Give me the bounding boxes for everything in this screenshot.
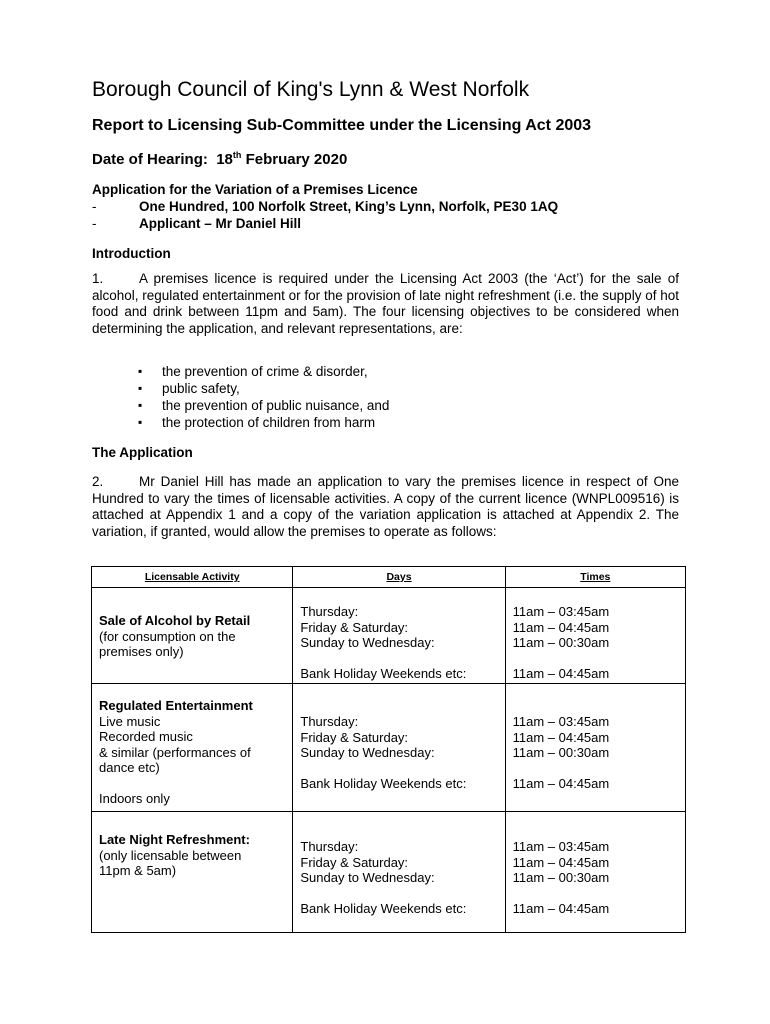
hearing-day-suffix: th (232, 150, 242, 160)
dash: - (92, 199, 97, 214)
day-entry: Thursday: (300, 839, 359, 854)
time-entry: 11am – 00:30am (512, 635, 610, 650)
application-title: Application for the Variation of a Premises Licence (92, 182, 418, 197)
day-entry: Friday & Saturday: (300, 854, 409, 870)
list-item: ▪ the prevention of public nuisance, and (138, 397, 389, 414)
application-paragraph (92, 474, 679, 540)
time-entry: 11am – 04:45am (512, 776, 610, 791)
times-cell (505, 684, 685, 812)
activity-detail: premises only) (99, 644, 184, 659)
table-row (92, 812, 686, 933)
objectives-list (138, 363, 389, 431)
council-name: Borough Council of King's Lynn & West Norfolk (92, 78, 530, 101)
list-item: ▪ the protection of children from harm (138, 414, 389, 431)
paragraph-text: Mr Daniel Hill has made an application to vary the premises licence in respect of One Hundred to vary the times of licensable activities. A copy of the current licence (WNPL009516) is attached at Appendix 1 and a copy of the variation application is attached at Appendix 2. The variation, if granted, would allow the premises to operate as follows: (92, 474, 679, 539)
activity-detail: (for consumption on the (99, 628, 236, 644)
times-cell (505, 588, 685, 684)
activity-title: Sale of Alcohol by Retail (99, 613, 251, 628)
day-entry: Sunday to Wednesday: (300, 745, 435, 760)
day-entry: Bank Holiday Weekends etc: (300, 666, 467, 681)
activity-note: Indoors only (99, 791, 170, 806)
column-header-times: Times (505, 567, 685, 588)
activity-detail: (only licensable between (99, 847, 242, 863)
activity-cell (92, 812, 293, 933)
time-entry: 11am – 03:45am (512, 714, 610, 729)
day-entry: Friday & Saturday: (300, 729, 409, 745)
activity-detail: Live music (99, 713, 161, 729)
activity-detail: 11pm & 5am) (99, 863, 177, 878)
introduction-heading: Introduction (92, 246, 171, 261)
days-cell (293, 812, 505, 933)
applicant-name: Applicant – Mr Daniel Hill (139, 216, 302, 231)
time-entry: 11am – 04:45am (512, 901, 610, 916)
activity-detail: dance etc) (99, 760, 160, 775)
times-cell (505, 812, 685, 933)
paragraph-number: 1. (92, 271, 104, 286)
time-entry: 11am – 03:45am (512, 604, 610, 619)
activity-detail: Recorded music (99, 729, 193, 744)
day-entry: Sunday to Wednesday: (300, 870, 435, 885)
day-entry: Bank Holiday Weekends etc: (300, 776, 467, 791)
activity-title: Late Night Refreshment: (99, 832, 250, 847)
list-item: ▪ public safety, (138, 380, 389, 397)
application-heading: The Application (92, 445, 193, 460)
hearing-label: Date of Hearing: (92, 151, 208, 168)
day-entry: Thursday: (300, 604, 359, 619)
introduction-paragraph (92, 271, 679, 337)
time-entry: 11am – 00:30am (512, 745, 610, 760)
day-entry: Bank Holiday Weekends etc: (300, 901, 467, 916)
table-row (92, 684, 686, 812)
time-entry: 11am – 04:45am (512, 854, 610, 870)
time-entry: 11am – 04:45am (512, 666, 610, 681)
list-item: ▪ the prevention of crime & disorder, (138, 363, 389, 380)
table-header-row (92, 567, 686, 588)
days-cell (293, 588, 505, 684)
application-premises (92, 199, 558, 214)
hearing-day: 18 (216, 151, 233, 168)
licensable-activities-table (91, 566, 686, 933)
activity-detail: & similar (performances of (99, 744, 251, 760)
day-entry: Sunday to Wednesday: (300, 635, 435, 650)
time-entry: 11am – 03:45am (512, 839, 610, 854)
activity-title: Regulated Entertainment (99, 698, 253, 713)
day-entry: Friday & Saturday: (300, 619, 409, 635)
hearing-month-year: February 2020 (245, 151, 348, 168)
activity-cell (92, 684, 293, 812)
days-cell (293, 684, 505, 812)
hearing-date (92, 150, 347, 168)
day-entry: Thursday: (300, 714, 359, 729)
time-entry: 11am – 04:45am (512, 729, 610, 745)
time-entry: 11am – 04:45am (512, 619, 610, 635)
time-entry: 11am – 00:30am (512, 870, 610, 885)
activity-cell (92, 588, 293, 684)
column-header-days: Days (293, 567, 505, 588)
report-title: Report to Licensing Sub-Committee under the Licensing Act 2003 (92, 117, 592, 134)
application-applicant (92, 216, 301, 231)
dash: - (92, 216, 97, 231)
premises-address: One Hundred, 100 Norfolk Street, King’s Lynn, Norfolk, PE30 1AQ (139, 199, 559, 214)
table-row (92, 588, 686, 684)
paragraph-text: A premises licence is required under the Licensing Act 2003 (the ‘Act’) for the sale of alcohol, regulated entertainment or for the provision of late night refreshment (i.e. the supply of hot food and drink between 11pm and 5am). The four licensing objectives to be considered when determining the application, and relevant representations, are: (92, 271, 679, 336)
column-header-activity: Licensable Activity (92, 567, 293, 588)
paragraph-number: 2. (92, 474, 104, 489)
